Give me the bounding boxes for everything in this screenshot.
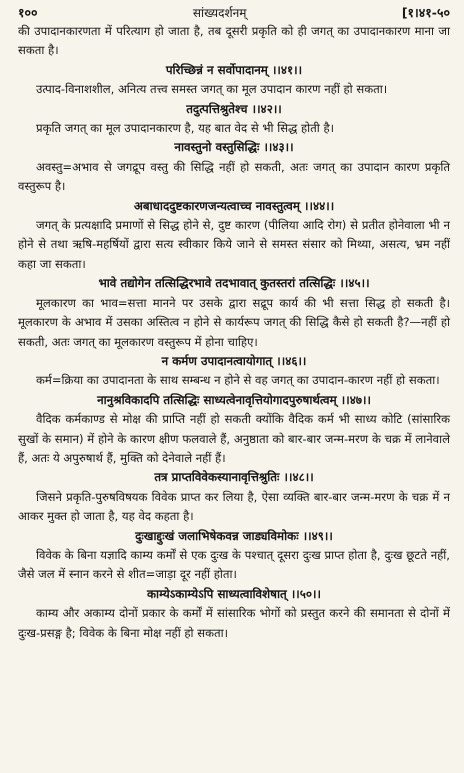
commentary-paragraph: काम्य और अकाम्य दोनों प्रकार के कर्मों में सांसारिक भोगों को प्रस्तुत करने की समानता से दोनों में दुःख-प्रसङ्ग है; विवेक के बिना मोक्ष नहीं हो सकता।: [18, 606, 450, 640]
commentary-paragraph: जगत् के प्रत्यक्षादि प्रमाणों से सिद्ध होने से, दुष्ट कारण (पीलिया आदि रोग) से प्रतीत होनेवाला भी न होने से तथा ऋषि-महर्षियों द्वारा सत्य स्वीकार किये जाने से समस्त संसार को मिथ्या, असत्य, भ्रम नहीं कहा जा सकता।: [18, 218, 450, 271]
running-header: [18, 4, 450, 22]
commentary-paragraph: कर्म=क्रिया का उपादानता के साथ सम्बन्ध न होने से वह जगत् का उपादान-कारण नहीं हो सकता।: [36, 373, 440, 388]
commentary-paragraph: विवेक के बिना यज्ञादि काम्य कर्मों से एक दुःख के पश्चात् दूसरा दुःख प्राप्त होता है, दुःख छूटते नहीं, जैसे जल में स्नान करने से शीत=जाड़ा दूर नहीं होता।: [18, 547, 450, 582]
sutra-heading: दुःखाद्दुःखं जलाभिषेकवन्न जाड्यविमोकः ।।४९।।: [135, 528, 333, 543]
commentary-paragraph: मूलकारण का भाव=सत्ता मानने पर उसके द्वारा सद्रूप कार्य की भी सत्ता सिद्ध हो सकती है। मूलकारण के अभाव में उसका अस्तित्व न होने से कार्यरूप जगत् की सिद्धि कैसे हो सकती है?—नहीं हो सकती, अतः जगत् का मूलकारण वस्तुरूप में होना चाहिए।: [18, 295, 450, 349]
commentary-paragraph: उत्पाद-विनाशशील, अनित्य तत्त्व समस्त जगत् का मूल उपादान कारण नहीं हो सकता।: [36, 82, 388, 97]
sutra-range: [१।४१-५०: [401, 5, 450, 20]
page-body: [18, 22, 450, 643]
sutra-heading: काम्येऽकाम्येऽपि साध्यत्वाविशेषात् ।।५०।।: [146, 586, 321, 601]
sutra-heading: न कर्मण उपादानत्वायोगात् ।।४६।।: [161, 353, 307, 368]
sutra-heading: तत्र प्राप्तविवेकस्यानावृत्तिश्रुतिः ।।४८।।: [154, 470, 314, 485]
running-title: सांख्यदर्शनम्: [192, 6, 247, 20]
sutra-heading: अबाधाददुष्टकारणजन्यत्वाच्च नावस्तुत्वम् ।।४४।।: [133, 198, 335, 213]
commentary-paragraph: वैदिक कर्मकाण्ड से मोक्ष की प्राप्ति नहीं हो सकती क्योंकि वैदिक कर्म भी साध्य कोटि (सांसारिक सुखों के समान) में होने के कारण क्षीण फलवाले हैं, अनुष्ठाता को बार-बार जन्म-मरण के चक्र में लानेवाले हैं, अतः ये अपुरुषार्थ हैं, मुक्ति को देनेवाले नहीं हैं।: [18, 412, 450, 465]
sutra-heading: भावे तद्योगेन तत्सिद्धिरभावे तदभावात् कुतस्तरां तत्सिद्धिः ।।४५।।: [98, 276, 370, 291]
commentary-paragraph: प्रकृति जगत् का मूल उपादानकारण है, यह बात वेद से भी सिद्ध होती है।: [36, 121, 334, 136]
sutra-heading: नावस्तुनो वस्तुसिद्धिः ।।४३।।: [174, 140, 294, 155]
commentary-paragraph: अवस्तु=अभाव से जगद्रूप वस्तु की सिद्धि नहीं हो सकती, अतः जगत् का उपादान कारण प्रकृति वस्तुरूप है।: [18, 159, 450, 194]
sutra-heading: तदुत्पत्तिश्रुतेश्च ।।४२।।: [186, 101, 282, 116]
sutra-heading: नानुश्रविकादपि तत्सिद्धिः साध्यत्वेनावृत्तियोगादपुरुषार्थत्वम् ।।४७।।: [97, 392, 371, 407]
sutra-heading: परिच्छिन्नं न सर्वोपादानम् ।।४१।।: [165, 62, 303, 77]
commentary-paragraph: की उपादानकारणता में परित्याग हो जाता है, तब दूसरी प्रकृति को ही जगत् का उपादानकारण माना जा सकता है।: [18, 24, 450, 58]
commentary-paragraph: जिसने प्रकृति-पुरुषविषयक विवेक प्राप्त कर लिया है, ऐसा व्यक्ति बार-बार जन्म-मरण के चक्र में न आकर मुक्त हो जाता है, यह वेद कहता है।: [18, 489, 450, 524]
page-number: १००: [18, 5, 38, 20]
